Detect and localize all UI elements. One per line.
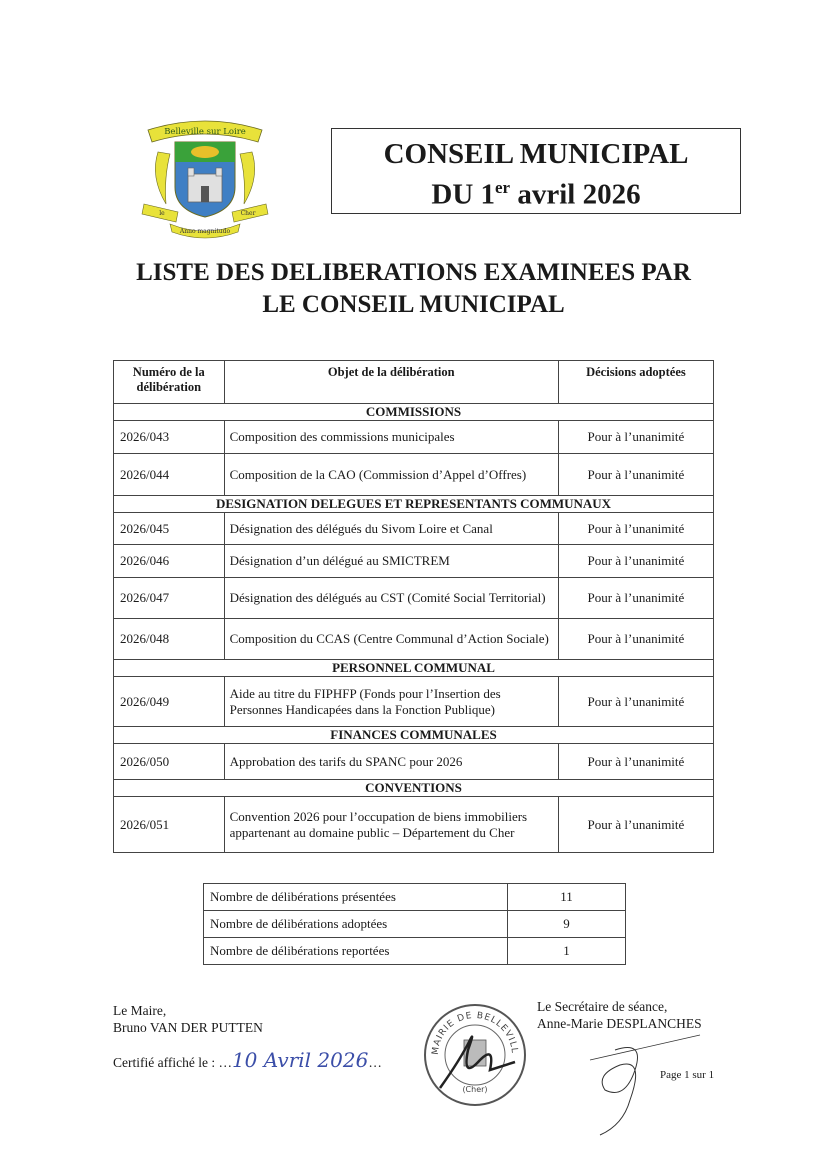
maire-title: Le Maire, xyxy=(113,1003,167,1018)
mairie-stamp xyxy=(420,1000,530,1110)
row-objet: Désignation d’un délégué au SMICTREM xyxy=(224,545,558,578)
table-row xyxy=(114,421,714,454)
summary-value: 9 xyxy=(508,911,626,938)
municipal-logo xyxy=(140,112,270,242)
stamp-bottom-text: (Cher) xyxy=(462,1085,488,1094)
table-row xyxy=(114,677,714,727)
logo-banner-right-text: Cher xyxy=(240,210,256,217)
row-objet: Composition des commissions municipales xyxy=(224,421,558,454)
row-decision: Pour à l’unanimité xyxy=(558,513,713,545)
maire-block xyxy=(113,1002,263,1036)
section-title: FINANCES COMMUNALES xyxy=(114,727,714,744)
secretaire-title: Le Secrétaire de séance, xyxy=(537,999,668,1014)
heading-line1: LISTE DES DELIBERATIONS EXAMINEES PAR xyxy=(136,259,691,286)
section-title: PERSONNEL COMMUNAL xyxy=(114,660,714,677)
row-number: 2026/050 xyxy=(114,744,225,780)
table-row xyxy=(114,454,714,496)
row-objet: Composition du CCAS (Centre Communal d’Action Sociale) xyxy=(224,619,558,660)
logo-banner-text: Belleville sur Loire xyxy=(164,127,246,137)
table-row xyxy=(114,744,714,780)
summary-table xyxy=(203,883,626,965)
summary-row xyxy=(204,938,626,965)
row-objet: Aide au titre du FIPHFP (Fonds pour l’Insertion des Personnes Handicapées dans la Fonction Publique) xyxy=(224,677,558,727)
logo-banner-left-text: le xyxy=(159,210,165,217)
summary-label: Nombre de délibérations présentées xyxy=(204,884,508,911)
title-line1: CONSEIL MUNICIPAL xyxy=(383,138,689,170)
certifie-date: 10 Avril 2026 xyxy=(231,1048,369,1072)
row-number: 2026/044 xyxy=(114,454,225,496)
section-title: CONVENTIONS xyxy=(114,780,714,797)
section-row xyxy=(114,496,714,513)
section-row xyxy=(114,660,714,677)
header-objet: Objet de la délibération xyxy=(224,361,558,404)
certifie-line: Certifié affiché le : …10 Avril 2026… xyxy=(113,1048,383,1072)
title-box xyxy=(331,128,741,214)
deliberations-table xyxy=(113,360,714,853)
row-decision: Pour à l’unanimité xyxy=(558,619,713,660)
row-number: 2026/051 xyxy=(114,797,225,853)
row-objet: Composition de la CAO (Commission d’Appel d’Offres) xyxy=(224,454,558,496)
section-row xyxy=(114,727,714,744)
page-number: Page 1 sur 1 xyxy=(660,1069,715,1081)
stamp-text: MAIRIE DE BELLEVILL xyxy=(430,1010,520,1056)
heading-line2: LE CONSEIL MUNICIPAL xyxy=(262,291,565,318)
summary-row xyxy=(204,884,626,911)
row-objet: Désignation des délégués au CST (Comité Social Territorial) xyxy=(224,578,558,619)
row-decision: Pour à l’unanimité xyxy=(558,454,713,496)
page-heading xyxy=(100,257,727,321)
table-row xyxy=(114,513,714,545)
row-objet: Approbation des tarifs du SPANC pour 2026 xyxy=(224,744,558,780)
row-decision: Pour à l’unanimité xyxy=(558,677,713,727)
title-line2: DU 1er avril 2026 xyxy=(431,178,641,211)
section-title: DESIGNATION DELEGUES ET REPRESENTANTS COMMUNAUX xyxy=(114,496,714,513)
table-row xyxy=(114,545,714,578)
header-decisions: Décisions adoptées xyxy=(558,361,713,404)
logo-motto-text: Anno magnitudo xyxy=(179,228,231,235)
row-objet: Désignation des délégués du Sivom Loire et Canal xyxy=(224,513,558,545)
row-number: 2026/048 xyxy=(114,619,225,660)
certifie-label: Certifié affiché le : … xyxy=(113,1055,232,1070)
table-row xyxy=(114,578,714,619)
section-row xyxy=(114,780,714,797)
summary-value: 1 xyxy=(508,938,626,965)
secretaire-block xyxy=(537,998,702,1032)
section-row xyxy=(114,404,714,421)
row-decision: Pour à l’unanimité xyxy=(558,578,713,619)
row-number: 2026/049 xyxy=(114,677,225,727)
summary-value: 11 xyxy=(508,884,626,911)
row-number: 2026/043 xyxy=(114,421,225,454)
section-title: COMMISSIONS xyxy=(114,404,714,421)
summary-row xyxy=(204,911,626,938)
header-numero: Numéro de la délibération xyxy=(114,361,225,404)
secretaire-signature xyxy=(585,1030,705,1140)
row-decision: Pour à l’unanimité xyxy=(558,421,713,454)
table-row xyxy=(114,619,714,660)
table-header-row xyxy=(114,361,714,404)
maire-name: Bruno VAN DER PUTTEN xyxy=(113,1020,263,1035)
row-decision: Pour à l’unanimité xyxy=(558,797,713,853)
secretaire-name: Anne-Marie DESPLANCHES xyxy=(537,1016,702,1031)
row-decision: Pour à l’unanimité xyxy=(558,744,713,780)
table-row xyxy=(114,797,714,853)
summary-label: Nombre de délibérations reportées xyxy=(204,938,508,965)
row-number: 2026/047 xyxy=(114,578,225,619)
summary-label: Nombre de délibérations adoptées xyxy=(204,911,508,938)
row-number: 2026/046 xyxy=(114,545,225,578)
row-objet: Convention 2026 pour l’occupation de biens immobiliers appartenant au domaine public – Département du Cher xyxy=(224,797,558,853)
row-number: 2026/045 xyxy=(114,513,225,545)
row-decision: Pour à l’unanimité xyxy=(558,545,713,578)
